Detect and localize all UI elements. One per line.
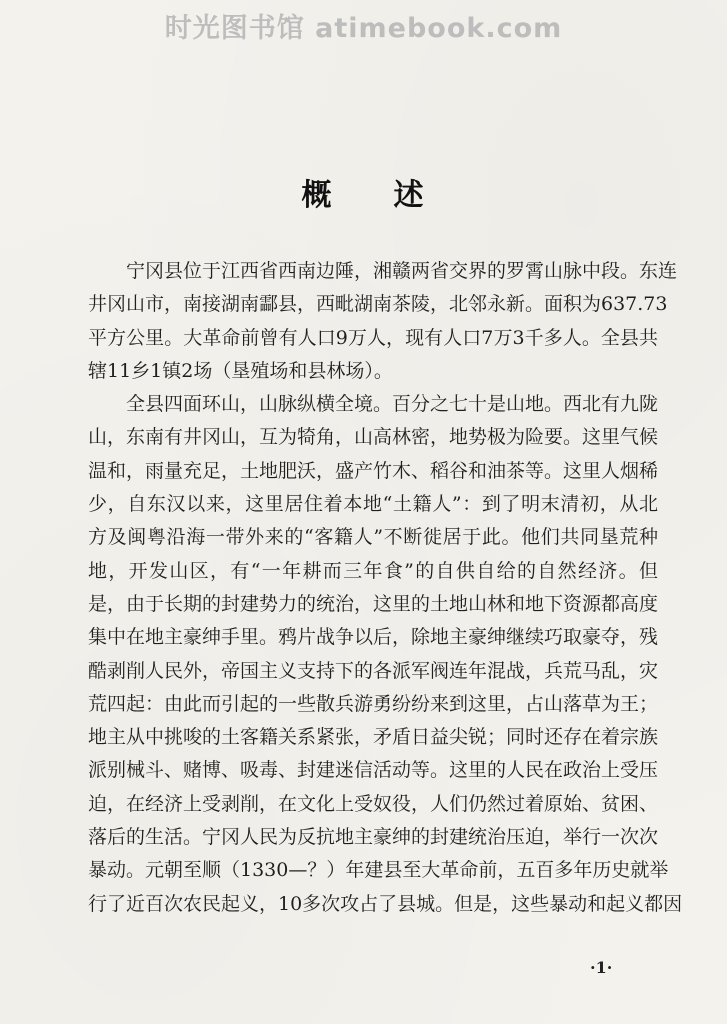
text-line: 宁冈县位于江西省西南边陲，湘赣两省交界的罗霄山脉中段。东连	[126, 260, 678, 282]
text-line: 落后的生活。宁冈人民为反抗地主豪绅的封建统治压迫，举行一次次	[88, 826, 659, 849]
text-line: 地主从中挑唆的土客籍关系紧张，矛盾日益尖锐；同时还存在着宗族	[88, 726, 659, 749]
title-char-1: 概	[301, 178, 334, 213]
text-line: 山，东南有井冈山，互为犄角，山高林密，地势极为险要。这里气候	[88, 426, 659, 449]
text-line: 方及闽粤沿海一带外来的“客籍人”不断徙居于此。他们共同垦荒种	[88, 526, 658, 549]
text-line: 迫，在经济上受剥削，在文化上受奴役，人们仍然过着原始、贫困、	[88, 792, 659, 815]
text-line: 酷剥削人民外，帝国主义支持下的各派军阀连年混战，兵荒马乱，灾	[88, 659, 659, 682]
text-line: 全县四面环山，山脉纵横全境。百分之七十是山地。西北有九陇	[126, 393, 659, 416]
page-title	[0, 170, 727, 214]
text-line: 少，自东汉以来，这里居住着本地“土籍人”：到了明末清初，从北	[88, 493, 658, 516]
text-line: 集中在地主豪绅手里。鸦片战争以后，除地主豪绅继续巧取豪夺，残	[88, 626, 659, 649]
body-text	[88, 255, 683, 921]
text-line: 地，开发山区，有“一年耕而三年食”的自供自给的自然经济。但	[88, 559, 658, 582]
text-line: 辖11乡1镇2场（垦殖场和县林场）。	[88, 359, 393, 382]
text-line: 暴动。元朝至顺（1330—？）年建县至大革命前，五百多年历史就举	[88, 859, 669, 882]
text-line: 平方公里。大革命前曾有人口9万人，现有人口7万3千多人。全县共	[88, 326, 658, 349]
text-line: 派别械斗、赌博、吸毒、封建迷信活动等。这里的人民在政治上受压	[88, 759, 659, 782]
text-line: 井冈山市，南接湖南酃县，西毗湖南茶陵，北邻永新。面积为637.73	[88, 293, 668, 316]
watermark: 时光图书馆 atimebook.com	[164, 13, 563, 44]
text-line: 荒四起：由此而引起的一些散兵游勇纷纷来到这里，占山落草为王；	[88, 692, 659, 715]
title-char-2: 述	[393, 178, 426, 213]
text-line: 行了近百次农民起义，10多次攻占了县城。但是，这些暴动和起义都因	[88, 892, 683, 915]
text-line: 是，由于长期的封建势力的统治，这里的土地山林和地下资源都高度	[88, 592, 659, 615]
text-line: 温和，雨量充足，土地肥沃，盛产竹木、稻谷和油茶等。这里人烟稀	[88, 459, 659, 482]
page-number: ·1·	[590, 958, 613, 977]
